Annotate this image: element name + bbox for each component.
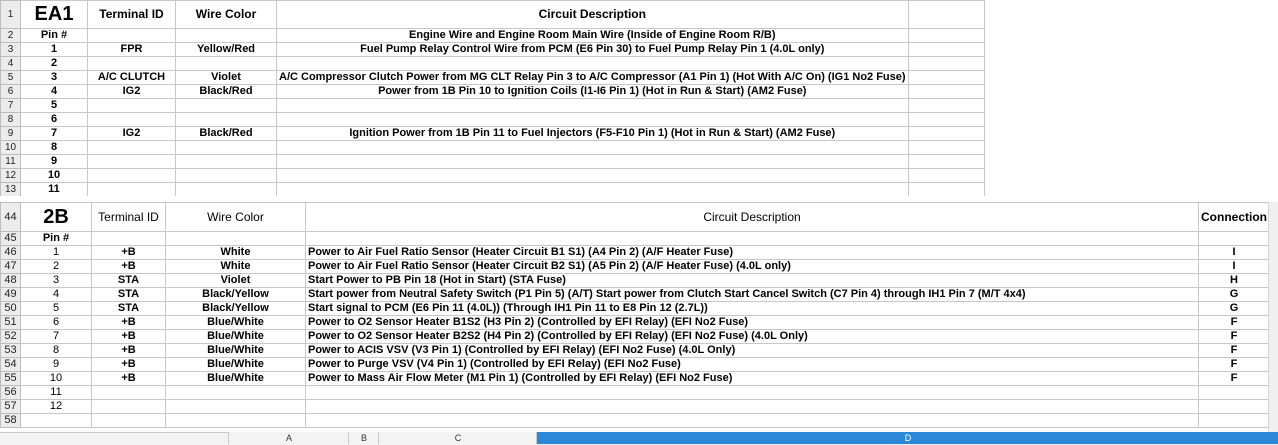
pin-cell[interactable]: 7 [21, 330, 92, 344]
description-cell[interactable]: Fuel Pump Relay Control Wire from PCM (E6 Pin 30) to Fuel Pump Relay Pin 1 (4.0L only) [277, 43, 909, 57]
row-number[interactable]: 1 [1, 1, 21, 29]
wire-color-cell[interactable] [176, 169, 277, 183]
connection-cell[interactable]: I [1199, 260, 1270, 274]
table-row [1, 71, 985, 85]
description-cell[interactable]: Start Power to PB Pin 18 (Hot in Start) (STA Fuse) [306, 274, 1199, 288]
row-number[interactable]: 56 [1, 386, 21, 400]
terminal-cell[interactable]: +B [92, 246, 166, 260]
description-cell[interactable]: Power to Mass Air Flow Meter (M1 Pin 1) (Controlled by EFI Relay) (EFI No2 Fuse) [306, 372, 1199, 386]
row-number[interactable]: 46 [1, 246, 21, 260]
row-number[interactable]: 12 [1, 169, 21, 183]
row-number[interactable]: 6 [1, 85, 21, 99]
pin-cell[interactable]: 4 [21, 288, 92, 302]
column-header-a[interactable]: A [228, 432, 349, 444]
connection-cell[interactable]: G [1199, 302, 1270, 316]
wire-color-cell[interactable]: Black/Red [176, 127, 277, 141]
table-row [1, 169, 985, 183]
2b-connector-table [0, 202, 1270, 428]
pin-cell[interactable]: 10 [21, 372, 92, 386]
description-cell[interactable]: Power to Purge VSV (V4 Pin 1) (Controlled by EFI Relay) (EFI No2 Fuse) [306, 358, 1199, 372]
terminal-cell[interactable]: A/C CLUTCH [88, 71, 176, 85]
wire-color-cell[interactable] [176, 57, 277, 71]
pin-cell[interactable]: Pin # [21, 29, 88, 43]
wire-color-header[interactable]: Wire Color [166, 203, 306, 232]
row-number[interactable]: 55 [1, 372, 21, 386]
table-row [1, 246, 1270, 260]
description-cell[interactable] [277, 57, 909, 71]
terminal-cell[interactable] [88, 57, 176, 71]
empty-cell[interactable] [908, 183, 984, 197]
terminal-cell[interactable] [88, 29, 176, 43]
table-row [1, 288, 1270, 302]
wire-color-cell[interactable] [176, 113, 277, 127]
connection-cell[interactable]: I [1199, 246, 1270, 260]
table-header-row [1, 203, 1270, 232]
empty-cell[interactable] [908, 43, 984, 57]
connection-cell[interactable] [1199, 386, 1270, 400]
wire-color-cell[interactable]: Black/Red [176, 85, 277, 99]
terminal-cell[interactable] [88, 169, 176, 183]
table-row [1, 414, 1270, 428]
connection-cell[interactable]: G [1199, 288, 1270, 302]
terminal-cell[interactable]: FPR [88, 43, 176, 57]
table-row [1, 358, 1270, 372]
row-number[interactable]: 44 [1, 203, 21, 232]
table-row [1, 316, 1270, 330]
table-row [1, 274, 1270, 288]
terminal-cell[interactable] [88, 155, 176, 169]
table-row [1, 302, 1270, 316]
terminal-cell[interactable] [88, 183, 176, 197]
table-row [1, 232, 1270, 246]
wire-color-cell[interactable] [176, 183, 277, 197]
table-row [1, 183, 985, 197]
description-cell[interactable]: Power to Air Fuel Ratio Sensor (Heater Circuit B2 S1) (A5 Pin 2) (A/F Heater Fuse) (4.0L only) [306, 260, 1199, 274]
connection-header[interactable]: Connection [1199, 203, 1270, 232]
pin-cell[interactable]: 8 [21, 141, 88, 155]
wire-color-cell[interactable]: Blue/White [166, 358, 306, 372]
table-row [1, 400, 1270, 414]
row-number[interactable]: 48 [1, 274, 21, 288]
terminal-id-header[interactable]: Terminal ID [88, 1, 176, 29]
vertical-scrollbar[interactable] [1268, 202, 1278, 432]
column-header-b[interactable]: B [348, 432, 379, 444]
empty-cell[interactable] [908, 113, 984, 127]
circuit-description-header[interactable]: Circuit Description [277, 1, 909, 29]
connection-cell[interactable] [1199, 414, 1270, 428]
wire-color-cell[interactable]: Violet [166, 274, 306, 288]
pin-cell[interactable]: 8 [21, 344, 92, 358]
table-row [1, 330, 1270, 344]
pin-cell[interactable]: 9 [21, 358, 92, 372]
row-number[interactable]: 8 [1, 113, 21, 127]
pin-cell[interactable]: 1 [21, 246, 92, 260]
empty-cell[interactable] [908, 155, 984, 169]
description-cell[interactable] [306, 232, 1199, 246]
table-row [1, 113, 985, 127]
empty-cell[interactable] [908, 29, 984, 43]
pin-cell[interactable]: 11 [21, 386, 92, 400]
terminal-cell[interactable]: +B [92, 330, 166, 344]
table-row [1, 127, 985, 141]
wire-color-cell[interactable] [166, 414, 306, 428]
terminal-cell[interactable] [92, 414, 166, 428]
terminal-cell[interactable] [88, 113, 176, 127]
row-number[interactable]: 7 [1, 99, 21, 113]
circuit-description-header[interactable]: Circuit Description [306, 203, 1199, 232]
wire-color-cell[interactable]: Blue/White [166, 372, 306, 386]
row-number[interactable]: 5 [1, 71, 21, 85]
table-row [1, 57, 985, 71]
description-cell[interactable] [277, 141, 909, 155]
terminal-cell[interactable] [92, 400, 166, 414]
wire-color-cell[interactable]: Violet [176, 71, 277, 85]
description-cell[interactable] [306, 400, 1199, 414]
pin-cell[interactable] [21, 414, 92, 428]
pin-cell[interactable]: 5 [21, 99, 88, 113]
wire-color-cell[interactable]: Blue/White [166, 316, 306, 330]
row-number[interactable]: 10 [1, 141, 21, 155]
row-number[interactable]: 53 [1, 344, 21, 358]
empty-cell[interactable] [908, 85, 984, 99]
wire-color-cell[interactable]: White [166, 260, 306, 274]
row-number[interactable]: 4 [1, 57, 21, 71]
table-row [1, 344, 1270, 358]
connection-cell[interactable]: F [1199, 372, 1270, 386]
terminal-cell[interactable]: STA [92, 302, 166, 316]
wire-color-header[interactable]: Wire Color [176, 1, 277, 29]
row-number[interactable]: 11 [1, 155, 21, 169]
connection-cell[interactable] [1199, 232, 1270, 246]
row-number[interactable]: 58 [1, 414, 21, 428]
terminal-cell[interactable] [92, 386, 166, 400]
pin-cell[interactable]: 2 [21, 260, 92, 274]
description-cell[interactable] [306, 386, 1199, 400]
wire-color-cell[interactable] [176, 29, 277, 43]
pin-cell[interactable]: 6 [21, 113, 88, 127]
empty-cell[interactable] [908, 99, 984, 113]
terminal-cell[interactable]: +B [92, 372, 166, 386]
terminal-cell[interactable]: STA [92, 288, 166, 302]
row-number[interactable]: 57 [1, 400, 21, 414]
pin-cell[interactable]: 6 [21, 316, 92, 330]
wire-color-cell[interactable]: White [166, 246, 306, 260]
description-cell[interactable] [277, 183, 909, 197]
pin-cell[interactable]: 3 [21, 274, 92, 288]
connector-id-cell[interactable]: 2B [21, 203, 92, 232]
row-number[interactable]: 2 [1, 29, 21, 43]
wire-color-cell[interactable] [166, 232, 306, 246]
description-cell[interactable] [277, 155, 909, 169]
empty-cell[interactable] [908, 57, 984, 71]
table-row [1, 372, 1270, 386]
column-header-d[interactable]: D [536, 432, 1278, 444]
row-number[interactable]: 13 [1, 183, 21, 197]
connection-cell[interactable] [1199, 400, 1270, 414]
row-number[interactable]: 45 [1, 232, 21, 246]
pin-cell[interactable]: 9 [21, 155, 88, 169]
description-cell[interactable]: A/C Compressor Clutch Power from MG CLT Relay Pin 3 to A/C Compressor (A1 Pin 1) (Hot With A/C On) (IG1 No2 Fuse) [277, 71, 909, 85]
table-row [1, 260, 1270, 274]
table-row [1, 99, 985, 113]
description-cell[interactable]: Power from 1B Pin 10 to Ignition Coils (I1-I6 Pin 1) (Hot in Run & Start) (AM2 Fuse) [277, 85, 909, 99]
terminal-cell[interactable] [88, 99, 176, 113]
row-number[interactable]: 47 [1, 260, 21, 274]
wire-color-cell[interactable]: Blue/White [166, 344, 306, 358]
empty-cell[interactable] [908, 1, 984, 29]
ea1-connector-table [0, 0, 985, 197]
wire-color-cell[interactable]: Yellow/Red [176, 43, 277, 57]
wire-color-cell[interactable] [166, 386, 306, 400]
terminal-cell[interactable]: STA [92, 274, 166, 288]
pin-cell[interactable]: 10 [21, 169, 88, 183]
wire-color-cell[interactable] [176, 155, 277, 169]
wire-color-cell[interactable]: Black/Yellow [166, 302, 306, 316]
description-cell[interactable]: Power to Air Fuel Ratio Sensor (Heater Circuit B1 S1) (A4 Pin 2) (A/F Heater Fuse) [306, 246, 1199, 260]
pin-cell[interactable]: 2 [21, 57, 88, 71]
description-cell[interactable]: Power to O2 Sensor Heater B2S2 (H4 Pin 2) (Controlled by EFI Relay) (EFI No2 Fuse) (4.0L Only) [306, 330, 1199, 344]
row-number[interactable]: 50 [1, 302, 21, 316]
connection-cell[interactable]: H [1199, 274, 1270, 288]
description-cell[interactable]: Start power from Neutral Safety Switch (P1 Pin 5) (A/T) Start power from Clutch Start Cancel Switch (C7 Pin 4) through IH1 Pin 7 (M/T 4x4) [306, 288, 1199, 302]
terminal-cell[interactable] [88, 141, 176, 155]
description-cell[interactable]: Ignition Power from 1B Pin 11 to Fuel Injectors (F5-F10 Pin 1) (Hot in Run & Start) (AM2 Fuse) [277, 127, 909, 141]
pin-cell[interactable]: 7 [21, 127, 88, 141]
pin-cell[interactable]: Pin # [21, 232, 92, 246]
table-row [1, 386, 1270, 400]
description-cell[interactable] [306, 414, 1199, 428]
row-number[interactable]: 9 [1, 127, 21, 141]
terminal-cell[interactable]: IG2 [88, 85, 176, 99]
pin-cell[interactable]: 11 [21, 183, 88, 197]
description-cell[interactable] [277, 113, 909, 127]
empty-cell[interactable] [908, 141, 984, 155]
row-number[interactable]: 51 [1, 316, 21, 330]
row-number[interactable]: 3 [1, 43, 21, 57]
terminal-cell[interactable]: IG2 [88, 127, 176, 141]
table-row [1, 85, 985, 99]
table-header-row [1, 1, 985, 29]
connection-cell[interactable]: F [1199, 330, 1270, 344]
description-cell[interactable] [277, 99, 909, 113]
terminal-cell[interactable] [92, 232, 166, 246]
terminal-cell[interactable]: +B [92, 344, 166, 358]
pin-cell[interactable]: 5 [21, 302, 92, 316]
pin-cell[interactable]: 1 [21, 43, 88, 57]
pin-cell[interactable]: 4 [21, 85, 88, 99]
column-header-c[interactable]: C [378, 432, 537, 444]
wire-color-cell[interactable]: Black/Yellow [166, 288, 306, 302]
connection-cell[interactable]: F [1199, 358, 1270, 372]
empty-cell[interactable] [908, 71, 984, 85]
description-cell[interactable]: Power to O2 Sensor Heater B1S2 (H3 Pin 2) (Controlled by EFI Relay) (EFI No2 Fuse) [306, 316, 1199, 330]
table-row [1, 141, 985, 155]
connection-cell[interactable]: F [1199, 316, 1270, 330]
row-number[interactable]: 52 [1, 330, 21, 344]
pin-cell[interactable]: 12 [21, 400, 92, 414]
wire-color-cell[interactable] [176, 99, 277, 113]
description-cell[interactable] [277, 169, 909, 183]
terminal-cell[interactable]: +B [92, 260, 166, 274]
empty-cell[interactable] [908, 127, 984, 141]
table-row [1, 43, 985, 57]
table-row [1, 29, 985, 43]
description-cell[interactable]: Engine Wire and Engine Room Main Wire (Inside of Engine Room R/B) [277, 29, 909, 43]
table-row [1, 155, 985, 169]
pin-cell[interactable]: 3 [21, 71, 88, 85]
description-cell[interactable]: Start signal to PCM (E6 Pin 11 (4.0L)) (Through IH1 Pin 11 to E8 Pin 12 (2.7L)) [306, 302, 1199, 316]
wire-color-cell[interactable]: Blue/White [166, 330, 306, 344]
terminal-id-header[interactable]: Terminal ID [92, 203, 166, 232]
row-number[interactable]: 54 [1, 358, 21, 372]
empty-cell[interactable] [908, 169, 984, 183]
description-cell[interactable]: Power to ACIS VSV (V3 Pin 1) (Controlled by EFI Relay) (EFI No2 Fuse) (4.0L Only) [306, 344, 1199, 358]
row-number[interactable]: 49 [1, 288, 21, 302]
wire-color-cell[interactable] [176, 141, 277, 155]
wire-color-cell[interactable] [166, 400, 306, 414]
connector-id-cell[interactable]: EA1 [21, 1, 88, 29]
terminal-cell[interactable]: +B [92, 316, 166, 330]
terminal-cell[interactable]: +B [92, 358, 166, 372]
connection-cell[interactable]: F [1199, 344, 1270, 358]
